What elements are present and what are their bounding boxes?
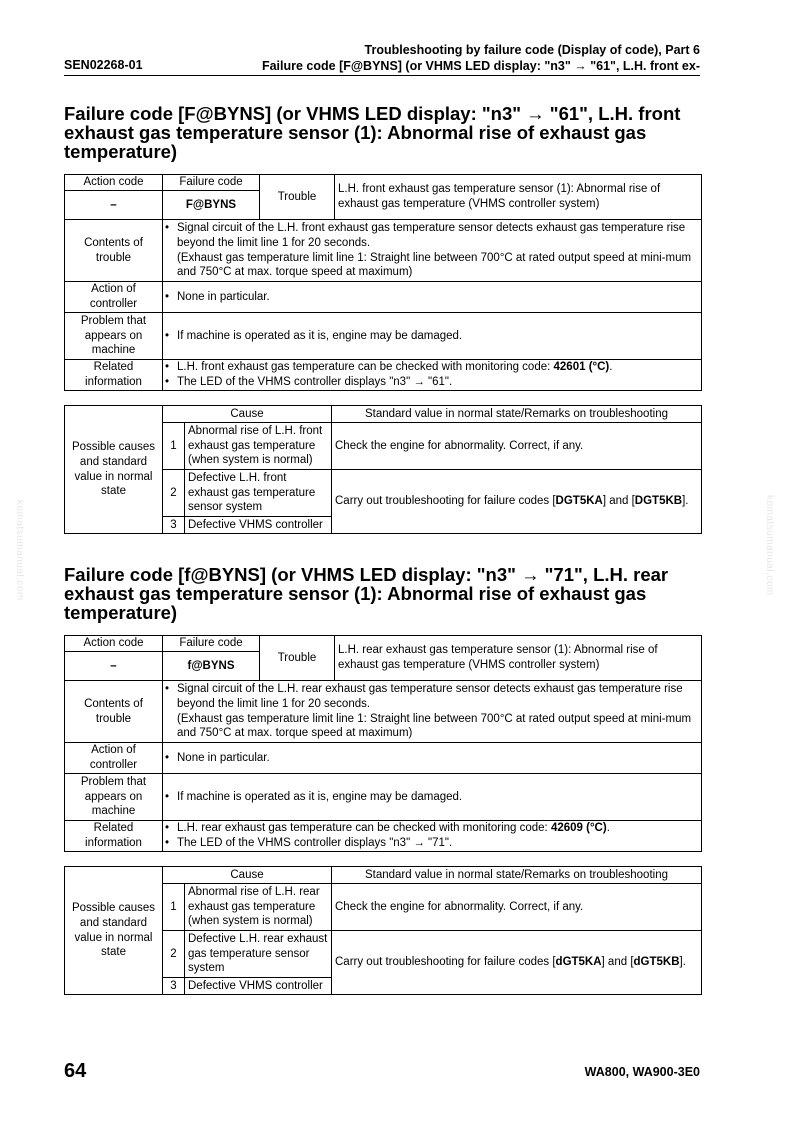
trouble-label: Trouble — [260, 636, 335, 681]
failure-info-table: Action code Failure code Trouble L.H. rear exhaust gas temperature sensor (1): Abnormal rise of exhaust gas temperature (VHMS controller system) – f@BYNS Contents of trouble • Signal circuit of the L.H. rear exhaust gas temperature sensor detects exhaust gas temperature rise beyond the limit line 1 for 20 seconds. (Exhaust gas temperature limit line 1: Straight line between 700°C at rated output speed at mini-mum and 750°C at max. torque speed at maximum) Action of controller • None in particular. Problem that appears on machine • If machine is operated as it is, engine may be damaged. Related information • L.H. rear exhaust gas temperature can be checked with monitoring code: 42609 (°C). • The LED of the VHMS controller displays "n3" → "71". — [64, 635, 702, 852]
failure-code-value: f@BYNS — [163, 652, 260, 681]
cause-number: 1 — [163, 423, 185, 470]
causes-table — [64, 405, 702, 534]
header-line-2: Failure code [F@BYNS] (or VHMS LED display: "n3" → "61", L.H. front ex- — [261, 59, 700, 73]
contents-bullet: Signal circuit of the L.H. rear exhaust gas temperature sensor detects exhaust gas temperature rise beyond the limit line 1 for 20 seconds. — [177, 683, 683, 710]
watermark-left: komatsumanual.com — [14, 500, 25, 601]
page-number: 64 — [64, 1060, 87, 1082]
contents-bullet: Signal circuit of the L.H. front exhaust gas temperature sensor detects exhaust gas temperature rise beyond the limit line 1 for 20 seconds. — [177, 222, 686, 249]
contents-label: Contents of trouble — [65, 681, 163, 743]
cause-number: 2 — [163, 931, 185, 978]
section-title: Failure code [F@BYNS] (or VHMS LED display: "n3" → "61", L.H. front exhaust gas temperature sensor (1): Abnormal rise of exhaust gas temperature) — [64, 103, 681, 162]
cause-text: Abnormal rise of L.H. front exhaust gas temperature (when system is normal) — [185, 423, 332, 470]
failure-code-ref: DGT5KA — [555, 495, 603, 508]
trouble-text: L.H. front exhaust gas temperature sensor (1): Abnormal rise of exhaust gas temperature (VHMS controller system) — [335, 175, 702, 220]
related-label: Related information — [65, 360, 163, 391]
cause-header: Cause — [163, 406, 332, 423]
action-code-label: Action code — [65, 175, 163, 191]
cause-text: Defective VHMS controller — [185, 978, 332, 995]
trouble-text: L.H. rear exhaust gas temperature sensor (1): Abnormal rise of exhaust gas temperature (VHMS controller system) — [335, 636, 702, 681]
cause-header: Cause — [163, 867, 332, 884]
header-rule — [64, 75, 700, 76]
cause-text: Defective L.H. front exhaust gas temperature sensor system — [185, 470, 332, 517]
cause-number: 3 — [163, 978, 185, 995]
related-1-text: L.H. front exhaust gas temperature can be checked with monitoring code: — [177, 361, 554, 374]
cause-number: 3 — [163, 517, 185, 534]
causes-label: Possible causes and standard value in normal state — [65, 406, 163, 534]
remark-text: Check the engine for abnormality. Correct, if any. — [332, 423, 702, 470]
failure-code-value: F@BYNS — [163, 191, 260, 220]
cause-number: 1 — [163, 884, 185, 931]
contents-text: • Signal circuit of the L.H. rear exhaust gas temperature sensor detects exhaust gas temperature rise beyond the limit line 1 for 20 seconds. (Exhaust gas temperature limit line 1: Straight line between 700°C at rated output speed at mini-mum and 750°C at max. torque speed at maximum) — [163, 681, 702, 743]
failure-code-label: Failure code — [163, 175, 260, 191]
related-2-text: The LED of the VHMS controller displays "n3" → "61". — [177, 376, 453, 388]
cause-number: 2 — [163, 470, 185, 517]
related-2-text: The LED of the VHMS controller displays "n3" → "71". — [177, 837, 453, 849]
related-label: Related information — [65, 821, 163, 852]
remarks-header: Standard value in normal state/Remarks on troubleshooting — [332, 406, 702, 423]
cause-text: Defective L.H. rear exhaust gas temperature sensor system — [185, 931, 332, 978]
action-text: None in particular. — [177, 290, 270, 303]
action-code-value: – — [65, 191, 163, 220]
contents-note: (Exhaust gas temperature limit line 1: Straight line between 700°C at rated output speed at mini-mum and 750°C at max. torque speed at maximum) — [177, 251, 692, 279]
action-label: Action of controller — [65, 282, 163, 313]
doc-id: SEN02268-01 — [64, 58, 143, 72]
remark-text: Check the engine for abnormality. Correct, if any. — [332, 884, 702, 931]
running-header — [262, 42, 700, 74]
causes-label: Possible causes and standard value in normal state — [65, 867, 163, 995]
action-text: None in particular. — [177, 751, 270, 764]
action-code-value: – — [65, 652, 163, 681]
failure-info-table: Action code Failure code Trouble L.H. front exhaust gas temperature sensor (1): Abnormal rise of exhaust gas temperature (VHMS controller system) – F@BYNS Contents of trouble • Signal circuit of the L.H. front exhaust gas temperature sensor detects exhaust gas temperature rise beyond the limit line 1 for 20 seconds. (Exhaust gas temperature limit line 1: Straight line between 700°C at rated output speed at mini-mum and 750°C at max. torque speed at maximum) Action of controller • None in particular. Problem that appears on machine • If machine is operated as it is, engine may be damaged. Related information • L.H. front exhaust gas temperature can be checked with monitoring code: 42601 (°C). • The LED of the VHMS controller displays "n3" → "61". — [64, 174, 702, 391]
contents-text: • Signal circuit of the L.H. front exhaust gas temperature sensor detects exhaust gas temperature rise beyond the limit line 1 for 20 seconds. (Exhaust gas temperature limit line 1: Straight line between 700°C at rated output speed at mini-mum and 750°C at max. torque speed at maximum) — [163, 220, 702, 282]
failure-code-ref: DGT5KB — [634, 495, 683, 508]
failure-code-ref: dGT5KB — [633, 956, 680, 969]
problem-label: Problem that appears on machine — [65, 313, 163, 360]
contents-note: (Exhaust gas temperature limit line 1: Straight line between 700°C at rated output speed at mini-mum and 750°C at max. torque speed at maximum) — [177, 712, 692, 740]
trouble-label: Trouble — [260, 175, 335, 220]
header-line-1: Troubleshooting by failure code (Display of code), Part 6 — [364, 43, 700, 57]
contents-label: Contents of trouble — [65, 220, 163, 282]
remark-text: Carry out troubleshooting for failure codes [DGT5KA] and [DGT5KB]. — [332, 470, 702, 534]
action-code-label: Action code — [65, 636, 163, 652]
cause-text: Defective VHMS controller — [185, 517, 332, 534]
causes-table — [64, 866, 702, 995]
failure-code-label: Failure code — [163, 636, 260, 652]
cause-text: Abnormal rise of L.H. rear exhaust gas temperature (when system is normal) — [185, 884, 332, 931]
related-1-text: L.H. rear exhaust gas temperature can be checked with monitoring code: — [177, 822, 551, 835]
model-name: WA800, WA900-3E0 — [584, 1065, 700, 1079]
monitoring-code: 42609 (°C) — [550, 822, 607, 835]
watermark-right: komatsumanual.com — [764, 495, 775, 596]
section-title: Failure code [f@BYNS] (or VHMS LED display: "n3" → "71", L.H. rear exhaust gas temperature sensor (1): Abnormal rise of exhaust gas temperature) — [64, 564, 669, 623]
remarks-header: Standard value in normal state/Remarks on troubleshooting — [332, 867, 702, 884]
problem-text: If machine is operated as it is, engine may be damaged. — [177, 329, 463, 342]
failure-code-ref: dGT5KA — [555, 956, 602, 969]
monitoring-code: 42601 (°C) — [553, 361, 610, 374]
action-label: Action of controller — [65, 743, 163, 774]
problem-label: Problem that appears on machine — [65, 774, 163, 821]
problem-text: If machine is operated as it is, engine may be damaged. — [177, 790, 463, 803]
remark-text: Carry out troubleshooting for failure codes [dGT5KA] and [dGT5KB]. — [332, 931, 702, 995]
